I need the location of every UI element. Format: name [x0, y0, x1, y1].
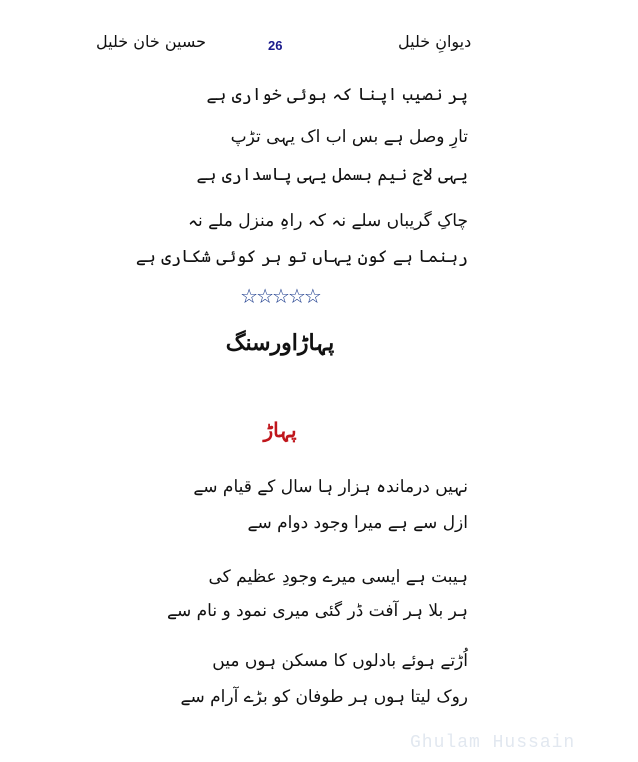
verse-line: روک لیتا ہوں ہر طوفان کو بڑے آرام سے	[180, 687, 468, 707]
verse-line: اُڑتے ہوئے بادلوں کا مسکن ہوں میں	[212, 651, 468, 671]
poem-title: پہاڑاورسنگ	[225, 330, 335, 356]
star-divider: ☆☆☆☆☆	[240, 284, 320, 308]
verse-line: چاکِ گریباں سلے نہ کہ راہِ منزل ملے نہ	[188, 211, 468, 231]
verse-line: نہیں درماندہ ہزار ہا سال کے قیام سے	[193, 477, 468, 497]
verse-line: ازل سے ہے میرا وجود دوام سے	[247, 513, 468, 533]
verse-line: یہی لاج نیم بسمل یہی پاسداری ہے	[196, 165, 468, 185]
verse-line: پر نصیب اپنا کہ ہوئی خواری ہے	[206, 85, 468, 105]
verse-line: ہیبت ہے ایسی میرے وجودِ عظیم کی	[208, 567, 468, 587]
verse-line: تارِ وصل ہے بس اب اک یہی تڑپ	[230, 127, 468, 147]
book-title: دیوانِ خلیل	[398, 32, 472, 51]
verse-line: رہنما ہے کون یہاں تو ہر کوئی شکاری ہے	[135, 247, 468, 267]
page-number: 26	[268, 38, 283, 53]
watermark: Ghulam Hussain	[410, 733, 576, 753]
author-name: حسین خان خلیل	[96, 32, 206, 51]
verse-line: ہر بلا ہر آفت ڈر گئی میری نمود و نام سے	[167, 601, 468, 621]
section-title: پہاڑ	[263, 418, 297, 442]
